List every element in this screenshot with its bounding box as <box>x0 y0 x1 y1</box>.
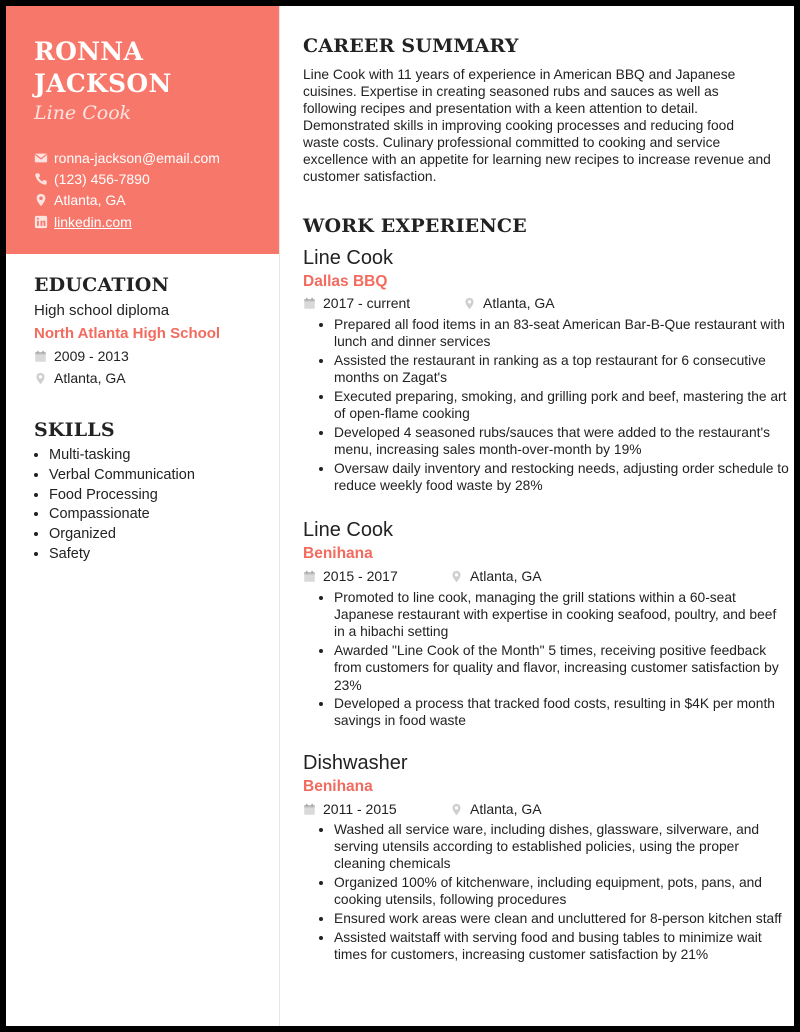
name-line-2: JACKSON <box>34 69 172 98</box>
name-line-1: RONNA <box>34 37 144 66</box>
bullet-item: • Organized 100% of kitchenware, including equipment, pots, pans, and cooking utensils, following procedures <box>334 874 789 908</box>
skill-item: • Safety <box>49 545 195 565</box>
map-pin-icon <box>463 297 476 310</box>
skills-list <box>34 446 195 565</box>
envelope-icon <box>34 151 48 165</box>
education-school: North Atlanta High School <box>34 325 221 342</box>
linkedin-link[interactable]: linkedin.com <box>54 214 132 230</box>
map-pin-icon <box>450 570 463 583</box>
candidate-role: Line Cook <box>34 102 132 124</box>
job-meta <box>303 801 542 817</box>
contact-phone[interactable] <box>34 171 274 187</box>
job-years <box>303 295 463 311</box>
bullet-item: • Assisted waitstaff with serving food and busing tables to minimize wait times for customers, increasing customer satisfaction by 21% <box>334 929 789 963</box>
calendar-icon <box>34 350 47 363</box>
calendar-icon <box>303 297 316 310</box>
bullet-item: • Promoted to line cook, managing the grill stations within a 60-seat Japanese restaurant with expertise in cooking seafood, poultry, and beef in a hibachi setting <box>334 589 789 641</box>
phone-icon <box>34 172 48 186</box>
job-title: Line Cook <box>303 247 394 269</box>
job-years <box>303 568 450 584</box>
calendar-icon <box>303 803 316 816</box>
resume-page <box>6 6 794 1026</box>
summary-heading: CAREER SUMMARY <box>303 35 519 57</box>
education-degree: High school diploma <box>34 302 170 319</box>
contact-location <box>34 192 274 208</box>
job-location-text: Atlanta, GA <box>483 295 555 311</box>
job-years-text: 2017 - current <box>323 295 411 311</box>
skill-item: • Food Processing <box>49 486 195 506</box>
bullet-item: • Awarded "Line Cook of the Month" 5 times, receiving positive feedback from customers for quality and flavor, increasing customer satisfaction by 23% <box>334 642 789 694</box>
job-years-text: 2011 - 2015 <box>323 801 397 817</box>
contact-email[interactable] <box>34 150 274 166</box>
map-pin-icon <box>34 193 48 207</box>
job-location <box>450 568 542 584</box>
job-location-text: Atlanta, GA <box>470 801 542 817</box>
job-years-text: 2015 - 2017 <box>323 568 398 584</box>
bullet-item: • Executed preparing, smoking, and grilling pork and beef, mastering the art of open-flame cooking <box>334 388 789 422</box>
education-years <box>34 348 129 364</box>
job-company: Benihana <box>303 778 373 795</box>
bullet-item: • Ensured work areas were clean and uncluttered for 8-person kitchen staff <box>334 910 789 927</box>
bullet-item: • Washed all service ware, including dishes, glassware, silverware, and serving utensils according to established policies, using the proper cleaning chemicals <box>334 821 789 873</box>
bullet-item: • Assisted the restaurant in ranking as a top restaurant for 6 consecutive months on Zagat's <box>334 352 789 386</box>
skill-item: • Compassionate <box>49 505 195 525</box>
job-location <box>450 801 542 817</box>
email-text: ronna-jackson@email.com <box>54 150 220 166</box>
job-years <box>303 801 450 817</box>
job-title: Dishwasher <box>303 752 408 774</box>
column-divider <box>279 6 280 1026</box>
job-company: Benihana <box>303 545 373 562</box>
bullet-item: • Oversaw daily inventory and restocking needs, adjusting order schedule to reduce weekly food waste by 28% <box>334 460 789 494</box>
job-bullets <box>318 589 789 731</box>
skill-item: • Verbal Communication <box>49 466 195 486</box>
education-location <box>34 370 126 386</box>
job-title: Line Cook <box>303 519 394 541</box>
skill-item: • Organized <box>49 525 195 545</box>
job-meta <box>303 295 555 311</box>
map-pin-icon <box>450 803 463 816</box>
education-location-text: Atlanta, GA <box>54 370 126 386</box>
skills-heading: SKILLS <box>34 419 115 441</box>
job-location-text: Atlanta, GA <box>470 568 542 584</box>
candidate-name <box>34 36 274 100</box>
job-location <box>463 295 555 311</box>
job-bullets <box>318 821 789 965</box>
job-company: Dallas BBQ <box>303 273 388 290</box>
contact-linkedin[interactable] <box>34 214 274 230</box>
experience-heading: WORK EXPERIENCE <box>303 215 527 237</box>
linkedin-icon <box>34 215 48 229</box>
education-years-text: 2009 - 2013 <box>54 348 129 364</box>
map-pin-icon <box>34 372 47 385</box>
bullet-item: • Developed 4 seasoned rubs/sauces that were added to the restaurant's menu, increasing sales month-over-month by 19% <box>334 424 789 458</box>
calendar-icon <box>303 570 316 583</box>
bullet-item: • Developed a process that tracked food costs, resulting in $4K per month savings in food waste <box>334 695 789 729</box>
phone-text: (123) 456-7890 <box>54 171 150 187</box>
skill-item: • Multi-tasking <box>49 446 195 466</box>
job-meta <box>303 568 542 584</box>
job-bullets <box>318 316 789 496</box>
education-heading: EDUCATION <box>34 274 170 296</box>
summary-text: Line Cook with 11 years of experience in American BBQ and Japanese cuisines. Expertise in creating seasoned rubs and sauces as well as following recipes and presentation with a keen attention to detail. Demonstrated skills in improving cooking processes and reducing food waste costs. Culinary professional committed to cooking and service excellence with an appetite for learning new recipes to increase revenue and customer satisfaction. <box>303 67 771 184</box>
location-text: Atlanta, GA <box>54 192 126 208</box>
bullet-item: • Prepared all food items in an 83-seat American Bar-B-Que restaurant with lunch and dinner services <box>334 316 789 350</box>
